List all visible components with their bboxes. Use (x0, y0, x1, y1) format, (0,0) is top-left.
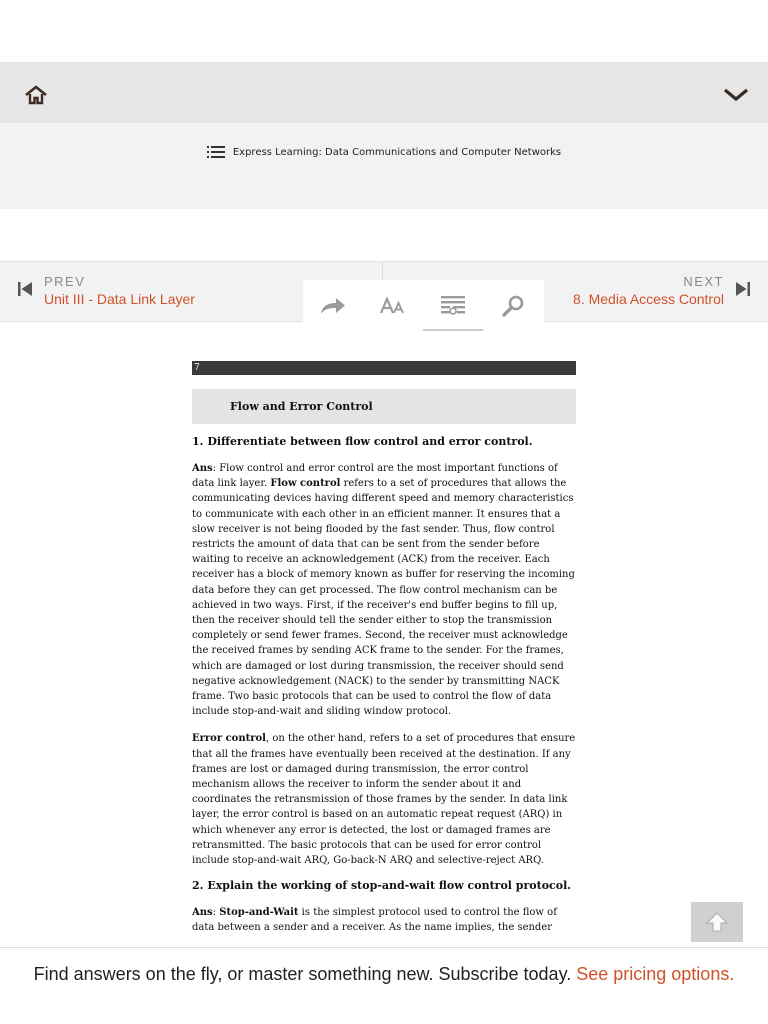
skip-forward-icon (736, 282, 750, 296)
reader-toolbar (303, 280, 544, 331)
skip-back-icon (18, 282, 32, 296)
search-button[interactable] (483, 280, 543, 331)
term-error-control: Error control (192, 733, 266, 745)
book-title-bar (0, 123, 768, 209)
term-stop-and-wait: Stop-and-Wait (219, 907, 299, 919)
top-bar (0, 62, 768, 123)
answer-text: , on the other hand, refers to a set of procedures that ensure that all the frames have eventually been received at the destination. If any frames are lost or damaged during transmission, the error control mechanism allows the receiver to inform the sender about it and coordinates the retransmission of those frames by the sender. In data link layer, the error control is based on an automatic repeat request (ARQ) in which whenever any error is detected, the lost or damaged frames are retransmitted. The basic protocols that can be used for error control include stop-and-wait ARQ, Go-back-N ARQ and selective-reject ARQ. (192, 733, 576, 867)
table-of-contents-button[interactable] (423, 280, 483, 331)
next-title: 8. Media Access Control (573, 291, 724, 307)
prev-title: Unit III - Data Link Layer (44, 291, 195, 307)
table-of-contents-icon (440, 294, 466, 316)
arrow-up-icon (706, 912, 728, 932)
term-flow-control: Flow control (270, 478, 341, 490)
font-size-button[interactable] (363, 280, 423, 331)
list-icon (207, 145, 225, 159)
answer-text: : (212, 907, 220, 919)
book-title: Express Learning: Data Communications and Computer Networks (232, 146, 562, 158)
prev-label: PREV (44, 274, 86, 289)
book-title-link[interactable] (0, 145, 768, 159)
answer-text: : Flow control and error control are the most important functions of data link layer. (192, 463, 558, 490)
share-icon (319, 296, 347, 316)
chapter-title: Flow and Error Control (192, 389, 576, 424)
answer-1-paragraph-1 (192, 461, 576, 719)
next-chapter-link[interactable] (508, 262, 768, 322)
book-page (192, 361, 576, 936)
search-icon (501, 295, 525, 317)
answer-2-paragraph-1 (192, 905, 576, 935)
font-size-icon (380, 297, 406, 315)
scroll-to-top-button[interactable] (691, 902, 743, 942)
see-pricing-link[interactable]: See pricing options. (576, 964, 735, 984)
chevron-down-icon[interactable] (722, 84, 750, 104)
nav-divider (382, 262, 383, 280)
answer-text: is the simplest protocol used to control the flow of data between a sender and a receiver. As the name implies, the sender (192, 907, 557, 934)
chapter-number: 7 (192, 361, 576, 375)
prev-chapter-link[interactable] (0, 262, 260, 322)
next-label: NEXT (683, 274, 724, 289)
question-2: 2. Explain the working of stop-and-wait flow control protocol. (192, 879, 572, 893)
share-button[interactable] (303, 280, 363, 331)
question-1: 1. Differentiate between flow control and error control. (192, 435, 533, 448)
subscribe-banner (0, 947, 768, 1024)
ans-label: Ans (192, 907, 213, 919)
subscribe-text: Find answers on the fly, or master something new. Subscribe today. (33, 964, 577, 984)
ans-label: Ans (192, 463, 213, 474)
answer-1-paragraph-2 (192, 731, 576, 868)
answer-text: refers to a set of procedures that allows the communicating devices having different speed and memory characteristics to communicate with each other in an efficient manner. It ensures that a slow receiver is not being flooded by the fast sender. Thus, flow control restricts the amount of data that can be sent from the sender before waiting to receive an acknowledgement (ACK) from the receiver. Each receiver has a block of memory known as buffer for reserving the incoming data before they can get processed. The flow control mechanism can be achieved in two ways. First, if the receiver's end buffer begins to fill up, then the receiver should tell the sender either to stop the transmission completely or send fewer frames. Second, the receiver must acknowledge the received frames by sending ACK frame to the sender. For the frames, which are damaged or lost during transmission, the receiver should send negative acknowledgement (NACK) to the sender by transmitting NACK frame. Two basic protocols that can be used to control the flow of data include stop-and-wait and sliding window protocol. (192, 478, 575, 718)
home-icon[interactable] (24, 85, 48, 105)
